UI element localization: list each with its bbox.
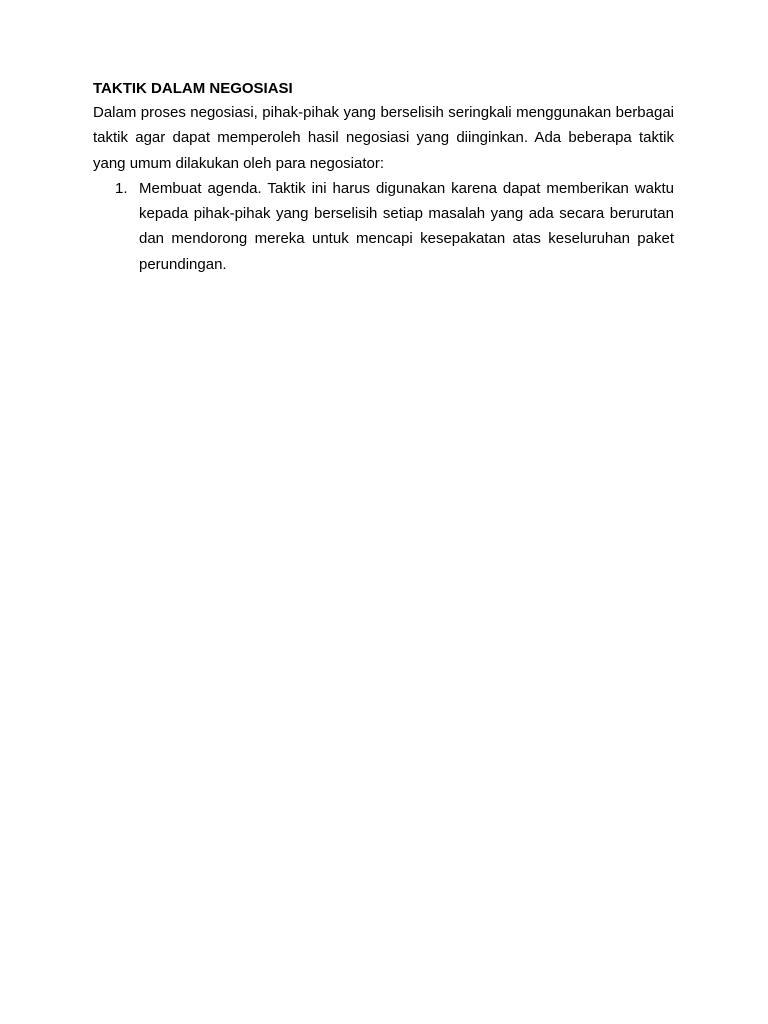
list-item-text: Membuat agenda. Taktik ini harus digunakan karena dapat memberikan waktu kepada pihak-pihak yang berselisih setiap masalah yang ada secara berurutan dan mendorong mereka untuk mencapi kesepakatan atas keseluruhan paket perundingan. (139, 179, 674, 273)
document-body (93, 78, 674, 277)
intro-paragraph: Dalam proses negosiasi, pihak-pihak yang berselisih seringkali menggunakan berbagai taktik agar dapat memperoleh hasil negosiasi yang diinginkan. Ada beberapa taktik yang umum dilakukan oleh para negosiator: (93, 104, 674, 172)
tactics-list (93, 176, 674, 277)
list-item-number: 1. (115, 179, 128, 197)
list-item (93, 176, 674, 277)
document-heading: TAKTIK DALAM NEGOSIASI (93, 80, 293, 97)
